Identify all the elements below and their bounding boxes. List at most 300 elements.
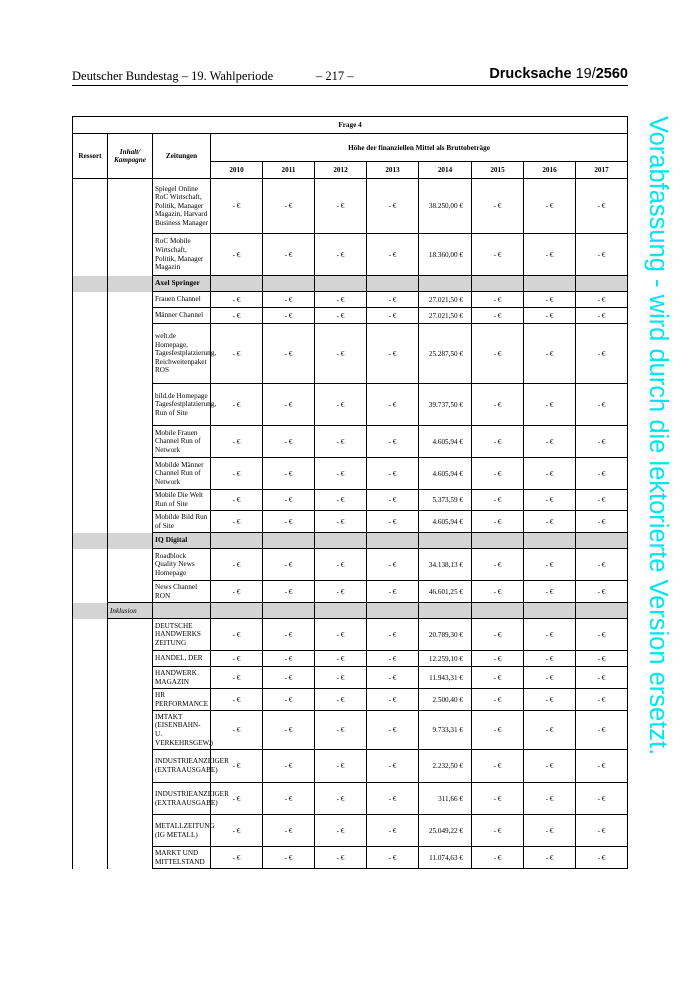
value-2016: - € bbox=[524, 179, 576, 234]
value-2013: - € bbox=[367, 511, 419, 533]
value-2012: - € bbox=[315, 847, 367, 869]
ressort-cell bbox=[73, 458, 108, 490]
inhalt-cell bbox=[108, 490, 153, 511]
empty-cell bbox=[472, 603, 524, 619]
year-header-2010: 2010 bbox=[211, 162, 263, 179]
zeitung-name: HANDWERK MAGAZIN bbox=[153, 667, 211, 689]
inhalt-cell bbox=[108, 308, 153, 324]
value-2012: - € bbox=[315, 511, 367, 533]
table-row bbox=[73, 689, 628, 711]
value-2011: - € bbox=[263, 308, 315, 324]
value-2014: 11.943,31 € bbox=[419, 667, 472, 689]
value-2011: - € bbox=[263, 783, 315, 815]
value-2017: - € bbox=[576, 384, 628, 426]
value-2017: - € bbox=[576, 689, 628, 711]
inhalt-cell bbox=[108, 783, 153, 815]
value-2012: - € bbox=[315, 689, 367, 711]
table-row bbox=[73, 619, 628, 651]
value-2015: - € bbox=[472, 689, 524, 711]
value-2016: - € bbox=[524, 667, 576, 689]
value-2014: 4.605,94 € bbox=[419, 458, 472, 490]
value-2016: - € bbox=[524, 458, 576, 490]
ressort-cell bbox=[73, 292, 108, 308]
value-2016: - € bbox=[524, 619, 576, 651]
value-2012: - € bbox=[315, 490, 367, 511]
inhalt-cell bbox=[108, 689, 153, 711]
value-2010: - € bbox=[211, 667, 263, 689]
value-2014: 27.021,50 € bbox=[419, 308, 472, 324]
empty-cell bbox=[419, 533, 472, 549]
table-row bbox=[73, 308, 628, 324]
page-header bbox=[72, 67, 628, 85]
value-2011: - € bbox=[263, 511, 315, 533]
value-2015: - € bbox=[472, 750, 524, 783]
col-hoehe: Höhe der finanziellen Mittel als Bruttobeträge bbox=[211, 134, 628, 162]
value-2013: - € bbox=[367, 815, 419, 847]
value-2012: - € bbox=[315, 458, 367, 490]
inhalt-cell bbox=[108, 511, 153, 533]
value-2012: - € bbox=[315, 308, 367, 324]
empty-cell bbox=[524, 533, 576, 549]
value-2015: - € bbox=[472, 783, 524, 815]
table-row bbox=[73, 549, 628, 581]
value-2017: - € bbox=[576, 815, 628, 847]
value-2014: 39.737,50 € bbox=[419, 384, 472, 426]
value-2016: - € bbox=[524, 426, 576, 458]
value-2013: - € bbox=[367, 689, 419, 711]
value-2013: - € bbox=[367, 783, 419, 815]
ressort-cell bbox=[73, 511, 108, 533]
value-2013: - € bbox=[367, 234, 419, 276]
ressort-cell bbox=[73, 651, 108, 667]
table-row bbox=[73, 783, 628, 815]
value-2013: - € bbox=[367, 847, 419, 869]
zeitung-name: Roadblock Quality News Homepage bbox=[153, 549, 211, 581]
table-body bbox=[73, 179, 628, 869]
zeitung-name: Mobilde Männer Channel Run of Network bbox=[153, 458, 211, 490]
value-2011: - € bbox=[263, 549, 315, 581]
value-2011: - € bbox=[263, 426, 315, 458]
table-row bbox=[73, 581, 628, 603]
value-2015: - € bbox=[472, 324, 524, 384]
ressort-cell bbox=[73, 711, 108, 750]
value-2016: - € bbox=[524, 324, 576, 384]
year-header-2013: 2013 bbox=[367, 162, 419, 179]
empty-cell bbox=[419, 603, 472, 619]
inhalt-cell bbox=[108, 619, 153, 651]
inhalt-cell bbox=[108, 292, 153, 308]
value-2016: - € bbox=[524, 847, 576, 869]
value-2011: - € bbox=[263, 689, 315, 711]
inhalt-cell bbox=[108, 533, 153, 549]
value-2013: - € bbox=[367, 651, 419, 667]
table-row bbox=[73, 490, 628, 511]
value-2015: - € bbox=[472, 292, 524, 308]
zeitung-name: Frauen Channel bbox=[153, 292, 211, 308]
value-2017: - € bbox=[576, 490, 628, 511]
inhalt-cell bbox=[108, 651, 153, 667]
inhalt-cell bbox=[108, 847, 153, 869]
empty-cell bbox=[472, 276, 524, 292]
inhalt-cell bbox=[108, 324, 153, 384]
ressort-cell bbox=[73, 324, 108, 384]
value-2013: - € bbox=[367, 426, 419, 458]
value-2012: - € bbox=[315, 179, 367, 234]
header-parliament: Deutscher Bundestag – 19. Wahlperiode bbox=[72, 69, 274, 83]
value-2016: - € bbox=[524, 581, 576, 603]
value-2017: - € bbox=[576, 549, 628, 581]
value-2016: - € bbox=[524, 711, 576, 750]
value-2010: - € bbox=[211, 511, 263, 533]
value-2010: - € bbox=[211, 384, 263, 426]
value-2017: - € bbox=[576, 619, 628, 651]
value-2012: - € bbox=[315, 426, 367, 458]
value-2010: - € bbox=[211, 458, 263, 490]
ressort-cell bbox=[73, 783, 108, 815]
empty-cell bbox=[576, 533, 628, 549]
value-2017: - € bbox=[576, 458, 628, 490]
ressort-cell bbox=[73, 815, 108, 847]
value-2015: - € bbox=[472, 619, 524, 651]
value-2014: 5.373,59 € bbox=[419, 490, 472, 511]
inhalt-cell bbox=[108, 458, 153, 490]
section-title: IQ Digital bbox=[153, 533, 211, 549]
value-2016: - € bbox=[524, 384, 576, 426]
value-2014: 27.021,50 € bbox=[419, 292, 472, 308]
col-inhalt-line1: Inhalt/ bbox=[119, 148, 141, 156]
table-row bbox=[73, 234, 628, 276]
zeitung-name: bild.de Homepage Tagesfestplatzierung, Run of Site bbox=[153, 384, 211, 426]
inhalt-cell bbox=[108, 667, 153, 689]
value-2014: 18.360,00 € bbox=[419, 234, 472, 276]
value-2012: - € bbox=[315, 324, 367, 384]
header-rule bbox=[72, 85, 628, 86]
zeitung-name: News Channel RON bbox=[153, 581, 211, 603]
ressort-cell bbox=[73, 234, 108, 276]
value-2015: - € bbox=[472, 511, 524, 533]
year-header-2017: 2017 bbox=[576, 162, 628, 179]
ressort-cell bbox=[73, 581, 108, 603]
year-header-2015: 2015 bbox=[472, 162, 524, 179]
value-2012: - € bbox=[315, 651, 367, 667]
empty-cell bbox=[263, 533, 315, 549]
value-2014: 12.259,10 € bbox=[419, 651, 472, 667]
value-2014: 311,66 € bbox=[419, 783, 472, 815]
value-2012: - € bbox=[315, 750, 367, 783]
year-header-2012: 2012 bbox=[315, 162, 367, 179]
value-2017: - € bbox=[576, 711, 628, 750]
table-row bbox=[73, 750, 628, 783]
value-2015: - € bbox=[472, 847, 524, 869]
value-2015: - € bbox=[472, 490, 524, 511]
zeitung-name: IMTAKT (EISENBAHN- U. VERKEHRSGEW.) bbox=[153, 711, 211, 750]
funding-table bbox=[72, 116, 628, 869]
empty-cell bbox=[524, 603, 576, 619]
table-row bbox=[73, 667, 628, 689]
col-inhalt-line2: Kampagne bbox=[114, 156, 146, 164]
value-2017: - € bbox=[576, 234, 628, 276]
value-2017: - € bbox=[576, 308, 628, 324]
section-row bbox=[73, 276, 628, 292]
value-2011: - € bbox=[263, 815, 315, 847]
zeitung-name: INDUSTRIEANZEIGER (EXTRAAUSGABE) bbox=[153, 783, 211, 815]
table-row bbox=[73, 179, 628, 234]
empty-cell bbox=[367, 603, 419, 619]
value-2014: 9.733,31 € bbox=[419, 711, 472, 750]
empty-cell bbox=[576, 276, 628, 292]
frage-title: Frage 4 bbox=[73, 117, 628, 134]
value-2014: 34.138,13 € bbox=[419, 549, 472, 581]
value-2014: 2.232,50 € bbox=[419, 750, 472, 783]
value-2011: - € bbox=[263, 711, 315, 750]
table-row bbox=[73, 847, 628, 869]
value-2012: - € bbox=[315, 581, 367, 603]
value-2010: - € bbox=[211, 549, 263, 581]
year-header-2014: 2014 bbox=[419, 162, 472, 179]
watermark-text: Vorabfassung - wird durch die lektorierte Version ersetzt. bbox=[644, 116, 672, 756]
value-2014: 4.605,94 € bbox=[419, 426, 472, 458]
value-2015: - € bbox=[472, 711, 524, 750]
value-2016: - € bbox=[524, 815, 576, 847]
inhalt-cell bbox=[108, 276, 153, 292]
inhalt-cell bbox=[108, 426, 153, 458]
value-2011: - € bbox=[263, 847, 315, 869]
zeitung-name: HR PERFORMANCE bbox=[153, 689, 211, 711]
col-ressort: Ressort bbox=[73, 134, 108, 179]
value-2013: - € bbox=[367, 549, 419, 581]
value-2010: - € bbox=[211, 292, 263, 308]
zeitung-name: DEUTSCHE HANDWERKS ZEITUNG bbox=[153, 619, 211, 651]
value-2014: 46.601,25 € bbox=[419, 581, 472, 603]
value-2013: - € bbox=[367, 458, 419, 490]
ressort-cell bbox=[73, 533, 108, 549]
value-2013: - € bbox=[367, 667, 419, 689]
value-2010: - € bbox=[211, 711, 263, 750]
header-drucksache bbox=[489, 66, 628, 82]
value-2017: - € bbox=[576, 179, 628, 234]
value-2014: 38.250,00 € bbox=[419, 179, 472, 234]
zeitung-name: INDUSTRIEANZEIGER (EXTRAAUSGABE) bbox=[153, 750, 211, 783]
value-2011: - € bbox=[263, 324, 315, 384]
value-2014: 20.789,30 € bbox=[419, 619, 472, 651]
value-2013: - € bbox=[367, 619, 419, 651]
year-header-2016: 2016 bbox=[524, 162, 576, 179]
value-2011: - € bbox=[263, 234, 315, 276]
inhalt-cell bbox=[108, 815, 153, 847]
value-2015: - € bbox=[472, 234, 524, 276]
value-2012: - € bbox=[315, 549, 367, 581]
empty-cell bbox=[315, 603, 367, 619]
value-2017: - € bbox=[576, 581, 628, 603]
value-2016: - € bbox=[524, 689, 576, 711]
empty-cell bbox=[211, 533, 263, 549]
inhalt-cell bbox=[108, 711, 153, 750]
table-row bbox=[73, 292, 628, 308]
value-2016: - € bbox=[524, 549, 576, 581]
value-2015: - € bbox=[472, 426, 524, 458]
value-2011: - € bbox=[263, 384, 315, 426]
empty-cell bbox=[153, 603, 211, 619]
value-2016: - € bbox=[524, 511, 576, 533]
zeitung-name: Mobilde Bild Run of Site bbox=[153, 511, 211, 533]
value-2017: - € bbox=[576, 750, 628, 783]
value-2013: - € bbox=[367, 711, 419, 750]
empty-cell bbox=[211, 603, 263, 619]
value-2014: 2.500,40 € bbox=[419, 689, 472, 711]
value-2017: - € bbox=[576, 847, 628, 869]
campaign-label: Inklusion bbox=[108, 603, 153, 619]
value-2011: - € bbox=[263, 651, 315, 667]
value-2013: - € bbox=[367, 308, 419, 324]
value-2010: - € bbox=[211, 308, 263, 324]
value-2010: - € bbox=[211, 750, 263, 783]
empty-cell bbox=[315, 533, 367, 549]
ressort-cell bbox=[73, 549, 108, 581]
value-2010: - € bbox=[211, 783, 263, 815]
value-2010: - € bbox=[211, 426, 263, 458]
ressort-cell bbox=[73, 847, 108, 869]
empty-cell bbox=[576, 603, 628, 619]
zeitung-name: Spiegel Online RoC Wirtschaft, Politik, Manager Magazin, Harvard Business Manager bbox=[153, 179, 211, 234]
ressort-cell bbox=[73, 750, 108, 783]
table-row bbox=[73, 815, 628, 847]
header-page-number: – 217 – bbox=[316, 69, 354, 83]
ressort-cell bbox=[73, 179, 108, 234]
empty-cell bbox=[367, 533, 419, 549]
value-2012: - € bbox=[315, 384, 367, 426]
value-2010: - € bbox=[211, 815, 263, 847]
value-2010: - € bbox=[211, 651, 263, 667]
empty-cell bbox=[524, 276, 576, 292]
value-2016: - € bbox=[524, 783, 576, 815]
value-2010: - € bbox=[211, 179, 263, 234]
value-2015: - € bbox=[472, 581, 524, 603]
table-row bbox=[73, 651, 628, 667]
value-2011: - € bbox=[263, 458, 315, 490]
value-2017: - € bbox=[576, 783, 628, 815]
ressort-cell bbox=[73, 426, 108, 458]
zeitung-name: MARKT UND MITTELSTAND bbox=[153, 847, 211, 869]
empty-cell bbox=[315, 276, 367, 292]
value-2012: - € bbox=[315, 783, 367, 815]
value-2011: - € bbox=[263, 581, 315, 603]
value-2013: - € bbox=[367, 750, 419, 783]
value-2017: - € bbox=[576, 667, 628, 689]
value-2015: - € bbox=[472, 179, 524, 234]
inhalt-cell bbox=[108, 179, 153, 234]
value-2015: - € bbox=[472, 815, 524, 847]
value-2015: - € bbox=[472, 384, 524, 426]
value-2015: - € bbox=[472, 651, 524, 667]
empty-cell bbox=[367, 276, 419, 292]
value-2011: - € bbox=[263, 750, 315, 783]
value-2010: - € bbox=[211, 847, 263, 869]
zeitung-name: METALLZEITUNG (IG METALL) bbox=[153, 815, 211, 847]
value-2012: - € bbox=[315, 667, 367, 689]
value-2017: - € bbox=[576, 324, 628, 384]
ressort-cell bbox=[73, 276, 108, 292]
value-2015: - € bbox=[472, 458, 524, 490]
col-zeitungen: Zeitungen bbox=[153, 134, 211, 179]
ressort-cell bbox=[73, 603, 108, 619]
value-2014: 25.049,22 € bbox=[419, 815, 472, 847]
section-title: Axel Springer bbox=[153, 276, 211, 292]
inhalt-cell bbox=[108, 750, 153, 783]
value-2015: - € bbox=[472, 549, 524, 581]
value-2012: - € bbox=[315, 815, 367, 847]
ressort-cell bbox=[73, 490, 108, 511]
value-2013: - € bbox=[367, 324, 419, 384]
empty-cell bbox=[419, 276, 472, 292]
value-2015: - € bbox=[472, 308, 524, 324]
value-2017: - € bbox=[576, 292, 628, 308]
value-2013: - € bbox=[367, 384, 419, 426]
value-2014: 11.074,63 € bbox=[419, 847, 472, 869]
ressort-cell bbox=[73, 619, 108, 651]
value-2010: - € bbox=[211, 689, 263, 711]
table-row bbox=[73, 324, 628, 384]
value-2012: - € bbox=[315, 292, 367, 308]
zeitung-name: RoC Mobile Wirtschaft, Politik, Manager Magazin bbox=[153, 234, 211, 276]
value-2016: - € bbox=[524, 651, 576, 667]
table-head bbox=[73, 117, 628, 179]
value-2016: - € bbox=[524, 234, 576, 276]
value-2016: - € bbox=[524, 750, 576, 783]
value-2010: - € bbox=[211, 324, 263, 384]
value-2014: 25.287,50 € bbox=[419, 324, 472, 384]
year-header-2011: 2011 bbox=[263, 162, 315, 179]
empty-cell bbox=[211, 276, 263, 292]
value-2012: - € bbox=[315, 711, 367, 750]
inhalt-cell bbox=[108, 549, 153, 581]
value-2011: - € bbox=[263, 619, 315, 651]
header-drucksache-label: Drucksache bbox=[489, 66, 572, 82]
header-drucksache-prefix: 19/ bbox=[575, 66, 596, 82]
value-2013: - € bbox=[367, 490, 419, 511]
table-row bbox=[73, 384, 628, 426]
value-2013: - € bbox=[367, 581, 419, 603]
col-inhalt bbox=[108, 134, 153, 179]
table-row bbox=[73, 711, 628, 750]
value-2017: - € bbox=[576, 511, 628, 533]
value-2011: - € bbox=[263, 179, 315, 234]
value-2017: - € bbox=[576, 651, 628, 667]
zeitung-name: Mobile Die Welt Run of Site bbox=[153, 490, 211, 511]
value-2010: - € bbox=[211, 490, 263, 511]
inhalt-cell bbox=[108, 234, 153, 276]
value-2012: - € bbox=[315, 619, 367, 651]
value-2011: - € bbox=[263, 292, 315, 308]
ressort-cell bbox=[73, 384, 108, 426]
value-2013: - € bbox=[367, 179, 419, 234]
value-2017: - € bbox=[576, 426, 628, 458]
value-2014: 4.605,94 € bbox=[419, 511, 472, 533]
empty-cell bbox=[472, 533, 524, 549]
section-row bbox=[73, 533, 628, 549]
ressort-cell bbox=[73, 689, 108, 711]
table-row bbox=[73, 458, 628, 490]
zeitung-name: Mobile Frauen Channel Run of Network bbox=[153, 426, 211, 458]
empty-cell bbox=[263, 603, 315, 619]
value-2012: - € bbox=[315, 234, 367, 276]
value-2016: - € bbox=[524, 292, 576, 308]
value-2011: - € bbox=[263, 667, 315, 689]
table-row bbox=[73, 426, 628, 458]
value-2016: - € bbox=[524, 490, 576, 511]
value-2010: - € bbox=[211, 581, 263, 603]
campaign-row bbox=[73, 603, 628, 619]
zeitung-name: HANDEL, DER bbox=[153, 651, 211, 667]
